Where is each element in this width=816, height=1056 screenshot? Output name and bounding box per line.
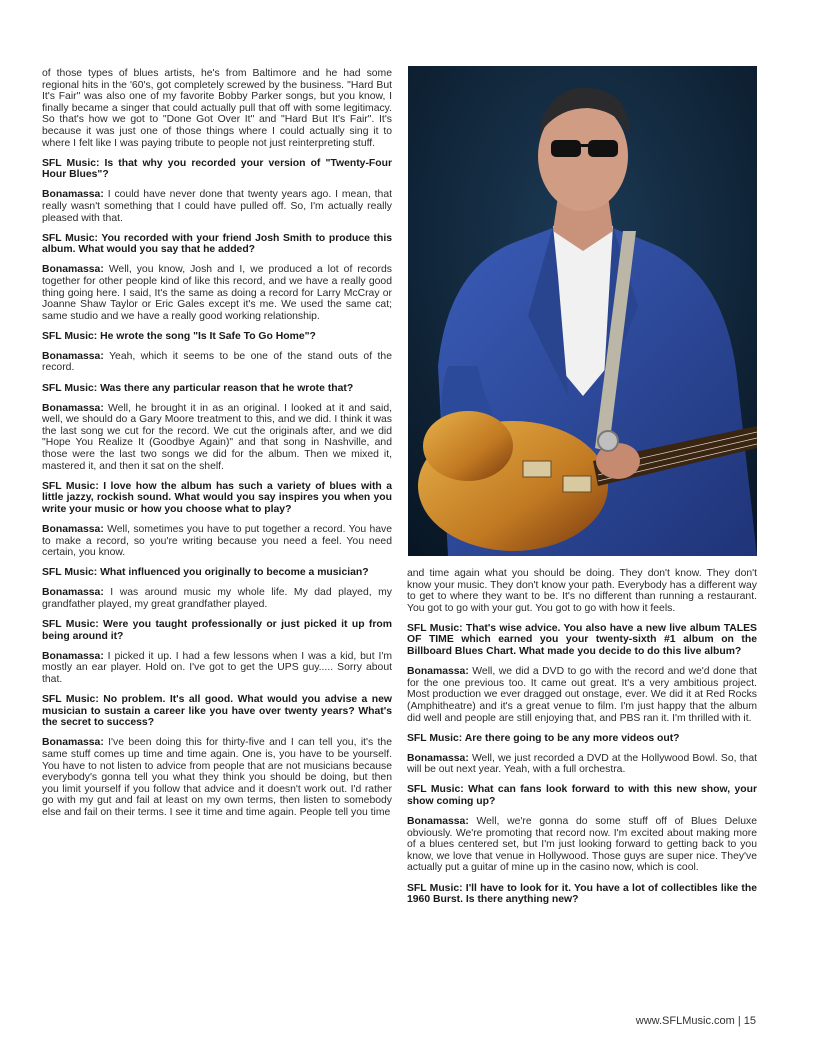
question: SFL Music: Is that why you recorded your version of "Twenty-Four Hour Blues"? [42, 157, 392, 181]
answer-text: I was around music my whole life. My dad played, my grandfather played, my great grandfather played. [42, 587, 392, 610]
speaker-label: Bonamassa: [407, 666, 469, 678]
question: SFL Music: What influenced you originally to become a musician? [42, 567, 369, 579]
paragraph: of those types of blues artists, he's from Baltimore and he had some regional hits in the '60's, got completely screwed by the business. "Hard But It's Fair" was also one of my favorite Bobby Parker songs, but you know, I finally became a singer that could actually pull that off with some legitimacy. So that's how we got to "Done Got Over It" and "Hard But It's Fair". It's because it was just one of those things where I could actually sing it to where I felt like I was paying tribute to people not just reinterpreting stuff. [42, 68, 392, 149]
speaker-label: Bonamassa: [42, 524, 104, 535]
speaker-label: Bonamassa: [42, 737, 104, 749]
answer [42, 524, 392, 559]
speaker-label: Bonamassa: [42, 189, 104, 201]
page-footer [636, 1015, 756, 1027]
answer [407, 816, 757, 874]
footer-url-page-number: www.SFLMusic.com | 15 [635, 1015, 756, 1027]
question: SFL Music: Was there any particular reason that he wrote that? [42, 382, 354, 394]
question: SFL Music: I love how the album has such a variety of blues with a little jazzy, rockish sound. What would you say inspires you when you write your music or how you choose what to play? [42, 480, 392, 515]
question: SFL Music: What can fans look forward to with this new show, your show coming up? [407, 784, 757, 807]
answer [407, 666, 757, 724]
question: SFL Music: Were you taught professionally or just picked it up from being around it? [42, 619, 392, 642]
answer-text: I could have never done that twenty years ago. I mean, that really wasn't something that I could have pulled off. So, I'm actually really pleased with that. [42, 189, 392, 224]
paragraph: and time again what you should be doing. They don't know. They don't know your music. They don't know your path. Everybody has a different way to get to where they want to be. It's no different than running a restaurant. You got to go with your gut. You got to go with how it feels. [407, 568, 757, 614]
speaker-label: Bonamassa: [42, 650, 104, 662]
question: SFL Music: I'll have to look for it. You have a lot of collectibles like the 1960 Burst. Is there anything new? [407, 882, 757, 906]
answer [42, 264, 392, 322]
speaker-label: Bonamassa: [42, 402, 104, 414]
guitarist-illustration [408, 66, 757, 556]
answer-text: I picked it up. I had a few lessons when I was a kid, but I'm mostly an ear player. Hold on. I've got to get the UPS guy..... Sorry about that. [42, 650, 392, 685]
answer-text: Well, you know, Josh and I, we produced a lot of records together for other people kind of like this record, and we have a really good thing going here. I said, It's the same as doing a record for Larry McCray or Joanne Shaw Taylor or Eric Gales except it's me. We used the same cat; same studio and we have a really good working relationship. [42, 264, 392, 322]
answer-text: Well, sometimes you have to put together a record. You have to make a record, so you're writing because you need a feel. You need certain, you know. [42, 524, 392, 559]
answer [42, 403, 392, 473]
answer [42, 189, 392, 224]
answer [42, 737, 392, 818]
speaker-label: Bonamassa: [42, 587, 104, 599]
speaker-label: Bonamassa: [42, 264, 104, 276]
question: SFL Music: He wrote the song "Is It Safe To Go Home"? [42, 330, 316, 342]
question: SFL Music: Are there going to be any more videos out? [407, 732, 680, 744]
answer [407, 753, 757, 776]
answer-text: Well, we just recorded a DVD at the Hollywood Bowl. So, that will be out next year. Yeah, with a full orchestra. [407, 752, 757, 776]
answer [42, 587, 392, 610]
answer-text: Well, he brought it in as an original. I looked at it and said, well, we should do a Gary Moore treatment to this, and we did. I think it was the last song we cut for the record. We cut the originals after, and we did "Hope You Realize It (Goodbye Again)" and that song in Nashville, and those were the last two songs we did for the album. Then we mixed it, mastered it, and then it sat on the shelf. [42, 402, 392, 472]
speaker-label: Bonamassa: [42, 350, 104, 362]
question: SFL Music: No problem. It's all good. What would you advise a new musician to sustain a career like you have over twenty years? What's the secret to success? [42, 694, 392, 729]
right-column [407, 568, 757, 914]
question: SFL Music: That's wise advice. You also have a new live album TALES OF TIME which earned you your twenty-sixth #1 album on the Billboard Blues Chart. What made you decide to do this live album? [407, 622, 757, 658]
left-column [42, 68, 392, 827]
answer [42, 651, 392, 686]
answer-text: Well, we did a DVD to go with the record and we'd done that for the one previous too. It came out great. It's a very ambitious project. Most production we ever dragged out onstage, ever. We did it at Red Rocks (Amphitheatre) and it's a great venue to film. I'm just happy that the album did well and people are still enjoying that, and PBS ran it. I'm thrilled with it. [407, 666, 757, 724]
answer-text: Well, we're gonna do some stuff off of Blues Deluxe obviously. We're promoting that record now. I'm excited about making more of a blues centered set, but I'm just looking forward to getting back to you know, we love that venue in Hollywood. Those guys are super nice. They've actually put a guitar of mine up in the casino now, which is cool. [407, 816, 757, 874]
answer [42, 351, 392, 374]
question: SFL Music: You recorded with your friend Josh Smith to produce this album. What would you say that he added? [42, 232, 392, 256]
artist-photo [408, 66, 757, 556]
answer-text: I've been doing this for thirty-five and I can tell you, it's the same stuff comes up time and time again. One is, you have to be yourself. You have to not listen to advice from people that are not musicians because everybody's gonna tell you what they think you should be doing, but then you limit yourself if you follow that advice and it doesn't work out. I'd rather go with my gut and fail at least on my own terms, then listen to somebody else and fail on their terms. I see it time and time again. People tell you time [42, 737, 392, 818]
speaker-label: Bonamassa: [407, 752, 469, 764]
speaker-label: Bonamassa: [407, 816, 469, 828]
answer-text: Yeah, which it seems to be one of the stand outs of the record. [42, 350, 392, 374]
